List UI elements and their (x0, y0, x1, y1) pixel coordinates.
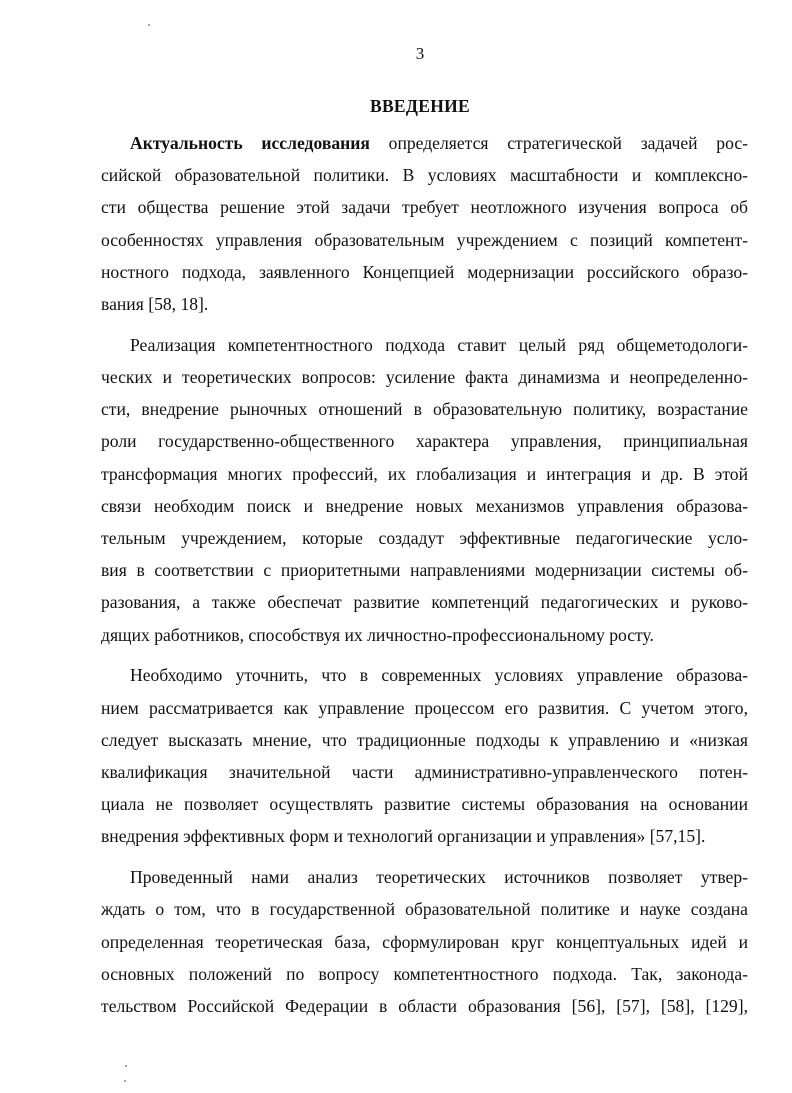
paragraph-line: квалификация значительной части административно-управленческого потен- (101, 762, 748, 783)
scan-speck (125, 1065, 127, 1067)
paragraph-line: ждать о том, что в государственной образовательной политике и науке создана (101, 899, 748, 920)
paragraph-line: следует высказать мнение, что традиционные подходы к управлению и «низкая (101, 729, 748, 750)
paragraph-line: внедрения эффективных форм и технологий организации и управления» [57,15]. (101, 826, 706, 847)
page-number: 3 (415, 44, 425, 63)
paragraph-line: сти общества решение этой задачи требует неотложного изучения вопроса об (101, 197, 748, 218)
paragraph-line: тельным учреждением, которые создадут эффективные педагогические усло- (101, 528, 748, 549)
paragraph-line: ческих и теоретических вопросов: усиление факта динамизма и неопределенно- (101, 367, 748, 388)
scan-speck (148, 24, 150, 26)
body-text (101, 127, 748, 1031)
paragraph-line: определенная теоретическая база, сформулирован круг концептуальных идей и (101, 931, 748, 952)
paragraph-line: ностного подхода, заявленного Концепцией модернизации российского образо- (101, 261, 748, 282)
paragraph-line: роли государственно-общественного характера управления, принципиальная (101, 431, 748, 452)
paragraph-line: связи необходим поиск и внедрение новых механизмов управления образова- (101, 495, 748, 516)
bold-lead-phrase: Актуальность исследования (130, 133, 370, 153)
section-heading: ВВЕДЕНИЕ (369, 96, 471, 116)
paragraph-line: циала не позволяет осуществлять развитие системы образования на основании (101, 794, 748, 815)
paragraph-3 (101, 659, 748, 852)
paragraph-line: тельством Российской Федерации в области образования [56], [57], [58], [129], (101, 996, 748, 1017)
paragraph-line: вания [58, 18]. (101, 294, 209, 315)
paragraph-line: разования, а также обеспечат развитие компетенций педагогических и руково- (101, 592, 748, 613)
paragraph-line: трансформация многих профессий, их глобализация и интеграция и др. В этой (101, 463, 748, 484)
paragraph-line: особенностях управления образовательным учреждением с позиций компетент- (101, 229, 748, 250)
paragraph-line: основных положений по вопросу компетентностного подхода. Так, законода- (101, 963, 748, 984)
paragraph-line: дящих работников, способствуя их личностно-профессиональному росту. (101, 624, 654, 645)
paragraph-line: Реализация компетентностного подхода ставит целый ряд общеметодологи- (130, 334, 748, 355)
paragraph-1 (101, 127, 748, 320)
line-text: определяется стратегической задачей рос- (369, 133, 748, 153)
paragraph-line: вия в соответствии с приоритетными направлениями модернизации системы об- (101, 560, 748, 581)
paragraph-line: сти, внедрение рыночных отношений в образовательную политику, возрастание (101, 399, 748, 420)
paragraph-2 (101, 329, 748, 651)
scan-speck (124, 1080, 126, 1082)
paragraph-line: сийской образовательной политики. В условиях масштабности и комплексно- (101, 165, 748, 186)
paragraph-4 (101, 861, 748, 1022)
paragraph-line (101, 127, 748, 159)
paragraph-line: Проведенный нами анализ теоретических источников позволяет утвер- (130, 867, 748, 888)
paragraph-line: нием рассматривается как управление процессом его развития. С учетом этого, (101, 697, 748, 718)
paragraph-line: Необходимо уточнить, что в современных условиях управление образова- (130, 665, 748, 686)
